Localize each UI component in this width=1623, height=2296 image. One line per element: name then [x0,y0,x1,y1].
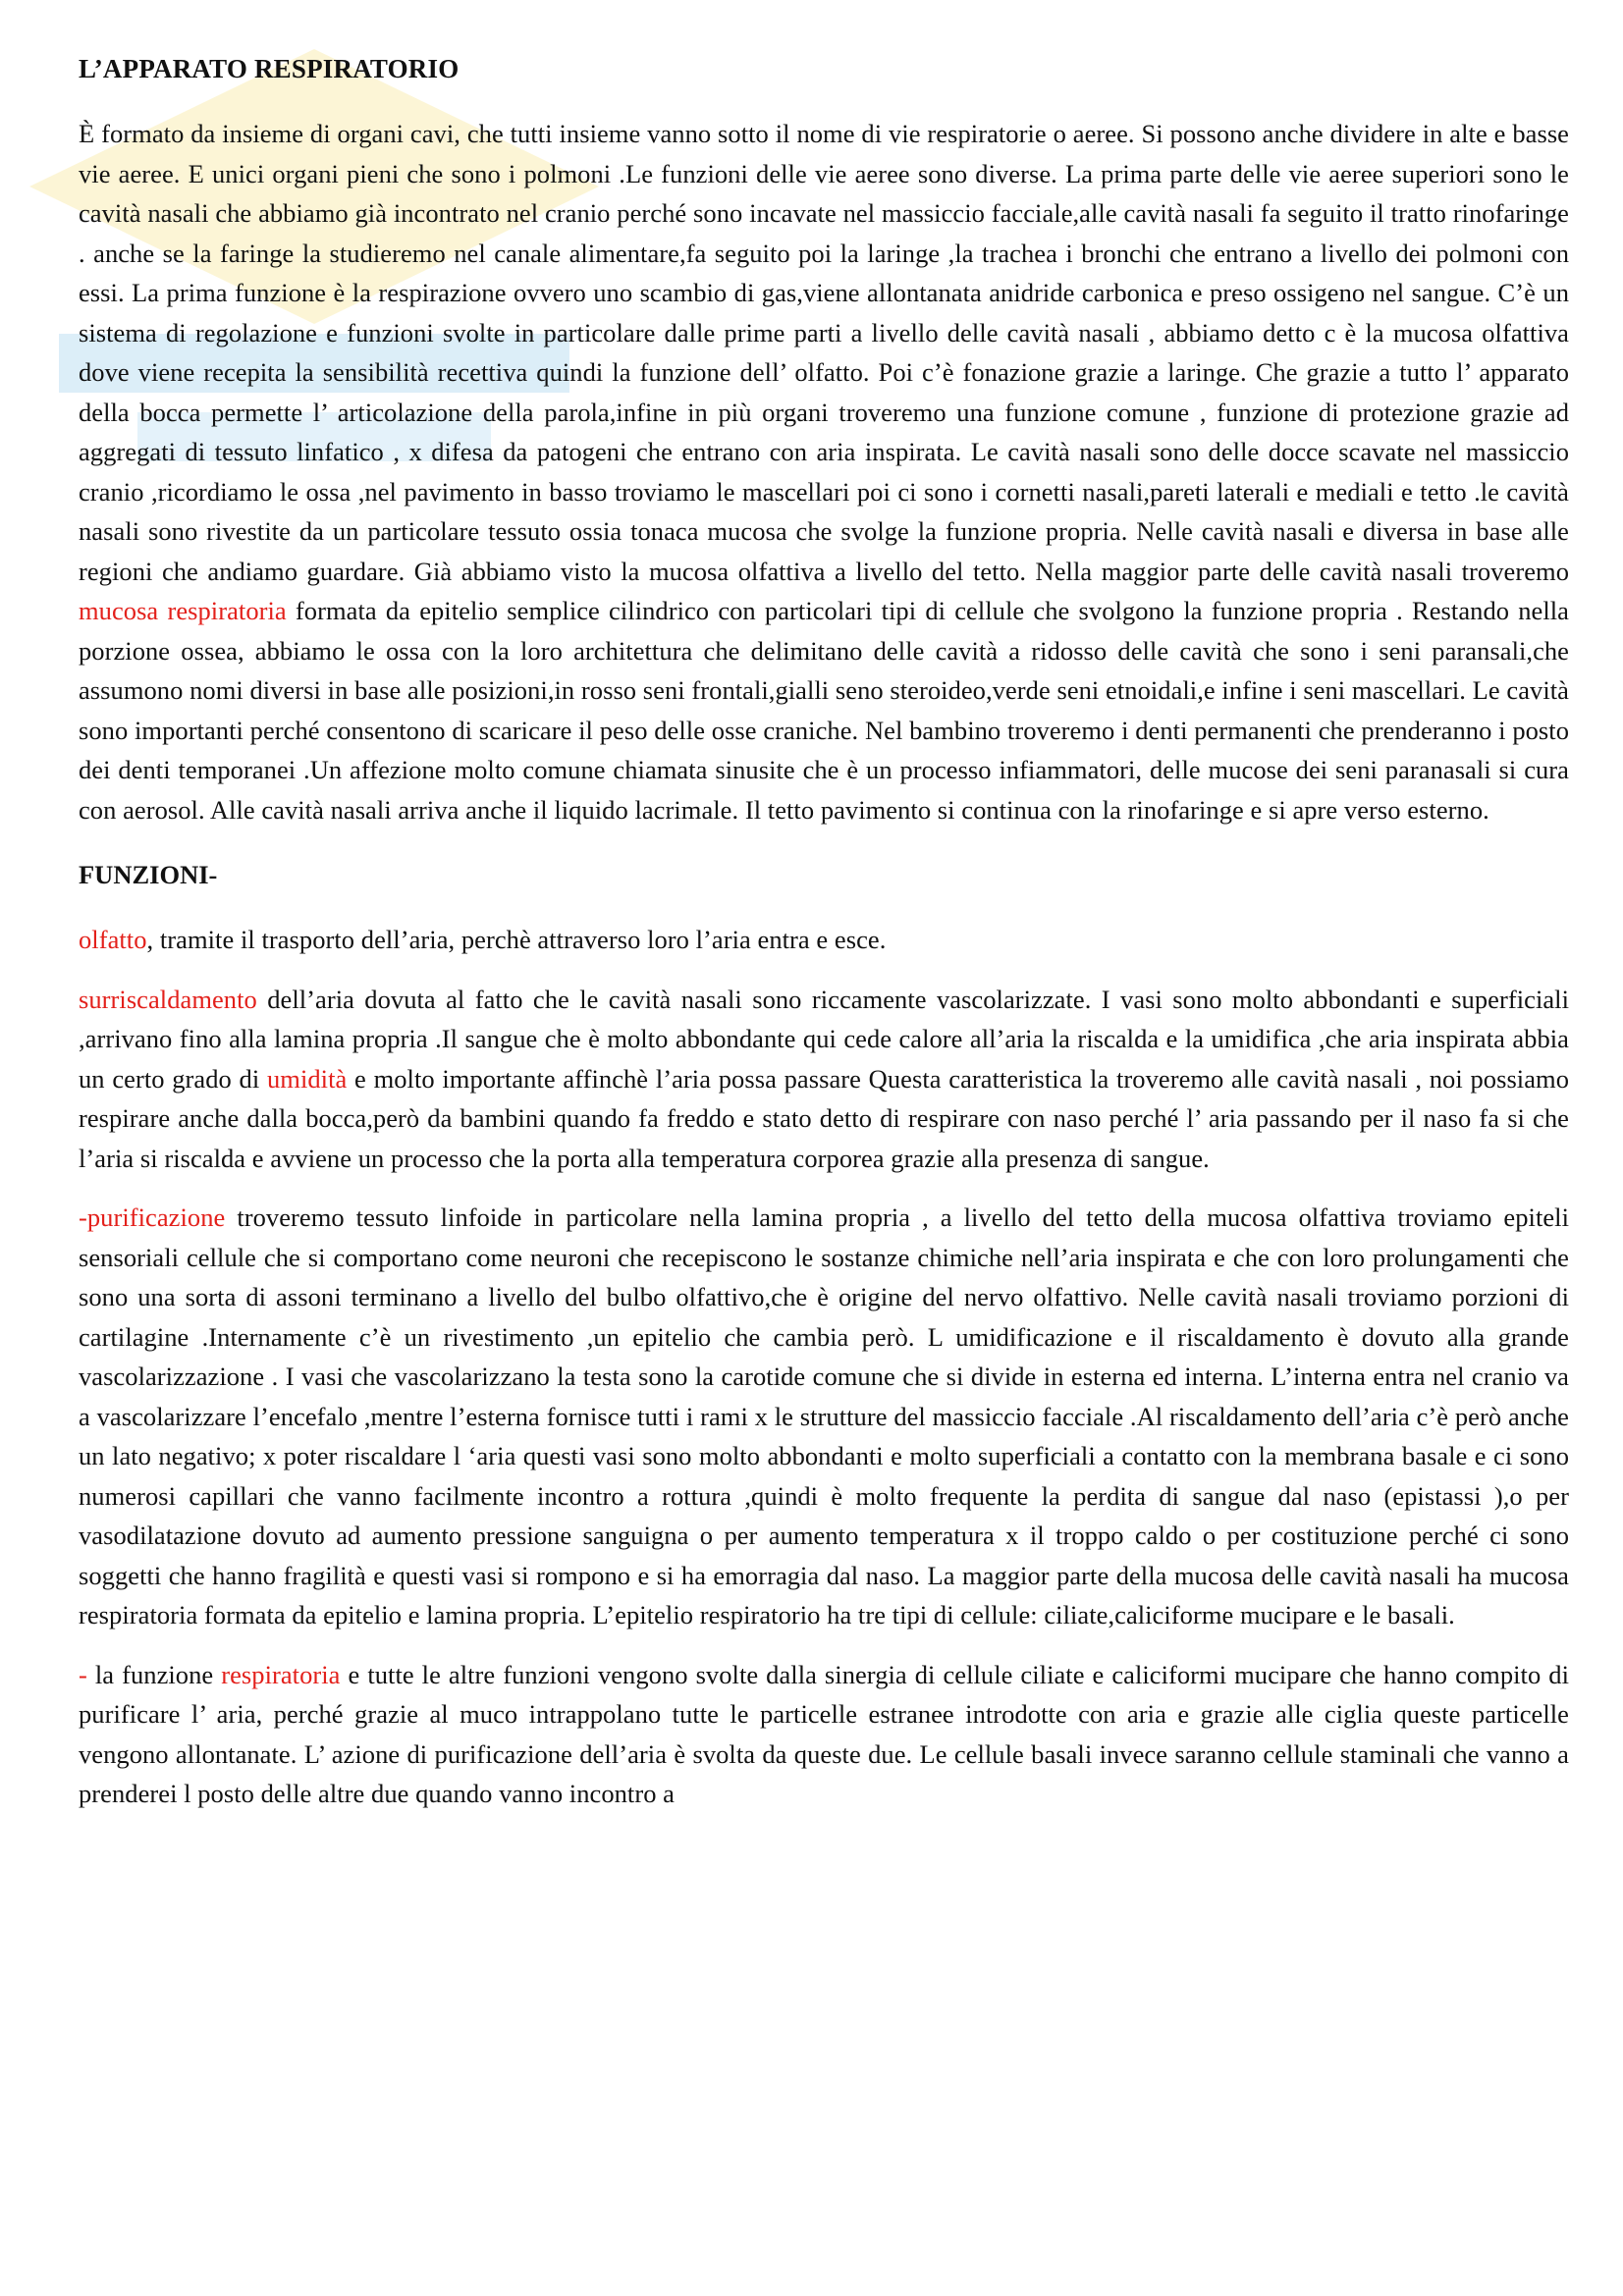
text-respiratoria: e tutte le altre funzioni vengono svolte dalla sinergia di cellule ciliate e caliciformi mucipare che hanno compito di purificare l’ aria, perché grazie al muco intrappolano tutte le particelle estranee introdotte con aria e grazie alle ciglia queste particelle vengono allontanate. L’ azione di purificazione dell’aria è svolta da queste due. Le cellule basali invece saranno cellule staminali che vanno a prenderei l posto delle altre due quando vanno incontro a [79,1659,1569,1808]
highlight-umidita: umidità [267,1063,348,1094]
paragraph-surriscaldamento [79,980,1569,1179]
text-surriscaldamento-2: e molto importante affinchè l’aria possa passare Questa caratteristica la troveremo alle cavità nasali , noi possiamo respirare anche dalla bocca,però da bambini quando fa freddo e stato detto di respirare con naso perché l’ aria passando per il naso fa si che l’aria si riscalda e avviene un processo che la porta alla temperatura corporea grazie alla presenza di sangue. [79,1063,1569,1173]
text-purificazione: troveremo tessuto linfoide in particolare nella lamina propria , a livello del tetto della mucosa olfattiva troviamo epiteli sensoriali cellule che si comportano come neuroni che recepiscono le sostanze chimiche nell’aria inspirata e che con loro prolungamenti che sono una sorta di assoni terminano a livello del bulbo olfattivo,che è origine del nervo olfattivo. Nelle cavità nasali troviamo porzioni di cartilagine .Internamente c’è un rivestimento ,un epitelio che cambia però. L umidificazione e il riscaldamento è dovuto alla grande vascolarizzazione . I vasi che vascolarizzano la testa sono la carotide comune che si divide in esterna ed interna. L’interna entra nel cranio va a vascolarizzare l’encefalo ,mentre l’esterna fornisce tutti i rami x le strutture del massiccio facciale .Al riscaldamento dell’aria c’è però anche un lato negativo; x poter riscaldare l ‘aria questi vasi sono molto abbondanti e molto superficiali a contatto con la membrana basale e ci sono numerosi capillari che vanno facilmente incontro a rottura ,quindi è molto frequente la perdita di sangue dal naso (epistassi ),o per vasodilatazione dovuto ad aumento pressione sanguigna o per aumento temperatura x il troppo caldo o per costituzione perché ci sono soggetti che hanno fragilità e questi vasi si rompono e si ha emorragia dal naso. La maggior parte della mucosa delle cavità nasali ha mucosa respiratoria formata da epitelio e lamina propria. L’epitelio respiratorio ha tre tipi di cellule: ciliate,caliciforme mucipare e le basali. [79,1202,1569,1629]
paragraph-purificazione [79,1198,1569,1635]
document-title: L’APPARATO RESPIRATORIO [79,54,460,83]
document-page [79,49,1569,1834]
text-olfatto: , tramite il trasporto dell’aria, perchè attraverso loro l’aria entra e esce. [146,925,887,954]
intro-text: È formato da insieme di organi cavi, che tutti insieme vanno sotto il nome di vie respiratorie o aeree. Si possono anche dividere in alte e basse vie aeree. E unici organi pieni che sono i polmoni .Le funzioni delle vie aeree sono diverse. La prima parte delle vie aeree superiori sono le cavità nasali che abbiamo già incontrato nel cranio perché sono incavate nel massiccio facciale,alle cavità nasali fa seguito il tratto rinofaringe . anche se la faringe la studieremo nel canale alimentare,fa seguito poi la laringe ,la trachea i bronchi che entrano a livello dei polmoni con essi. La prima funzione è la respirazione ovvero uno scambio di gas,viene allontanata anidride carbonica e preso ossigeno nel sangue. C’è un sistema di regolazione e funzioni svolte in particolare dalle prime parti a livello delle cavità nasali , abbiamo detto c è la mucosa olfattiva dove viene recepita la sensibilità recettiva quindi la funzione dell’ olfatto. Poi c’è fonazione grazie a laringe. Che grazie a tutto l’ apparato della bocca permette l’ articolazione della parola,infine in più organi troveremo una funzione comune , funzione di protezione grazie ad aggregati di tessuto linfatico , x difesa da patogeni che entrano con aria inspirata. Le cavità nasali sono delle docce scavate nel massiccio cranio ,ricordiamo le ossa ,nel pavimento in basso troviamo le mascellari poi ci sono i cornetti nasali,pareti laterali e mediali e tetto .le cavità nasali sono rivestite da un particolare tessuto ossia tonaca mucosa che svolge la funzione propria. Nelle cavità nasali e diversa in base alle regioni che andiamo guardare. Già abbiamo visto la mucosa olfattiva a livello del tetto. Nella maggior parte delle cavità nasali troveremo [79,119,1569,586]
section-heading-funzioni: FUNZIONI- [79,860,218,889]
text-respiratoria-pre: la funzione [86,1659,222,1689]
paragraph-respiratoria [79,1655,1569,1814]
highlight-mucosa-respiratoria: mucosa respiratoria [79,596,287,625]
label-olfatto: olfatto [79,925,147,954]
label-surriscaldamento: surriscaldamento [79,984,257,1014]
text-surriscaldamento-1: dell’aria dovuta al fatto che le cavità nasali sono riccamente vascolarizzate. I vasi sono molto abbondanti e superficiali ,arrivano fino alla lamina propria .Il sangue che è molto abbondante qui cede calore all’aria la riscalda e la umidifica ,che aria inspirata abbia un certo grado di [79,984,1569,1094]
intro-paragraph [79,114,1569,829]
paragraph-olfatto [79,920,1569,960]
dash-respiratoria: - [79,1659,87,1689]
label-purificazione: -purificazione [79,1202,226,1232]
label-respiratoria: respiratoria [221,1659,341,1689]
intro-text-rest: formata da epitelio semplice cilindrico con particolari tipi di cellule che svolgono la funzione propria . Restando nella porzione ossea, abbiamo le ossa con la loro architettura che delimitano delle cavità a ridosso delle cavità che sono i seni paransali,che assumono nomi diversi in base alle posizioni,in rosso seni frontali,gialli seno steroideo,verde seni etnoidali,e infine i seni mascellari. Le cavità sono importanti perché consentono di scaricare il peso delle osse craniche. Nel bambino troveremo i denti permanenti che prenderanno i posto dei denti temporanei .Un affezione molto comune chiamata sinusite che è un processo infiammatori, delle mucose dei seni paranasali si cura con aerosol. Alle cavità nasali arriva anche il liquido lacrimale. Il tetto pavimento si continua con la rinofaringe e si apre verso esterno. [79,596,1569,825]
